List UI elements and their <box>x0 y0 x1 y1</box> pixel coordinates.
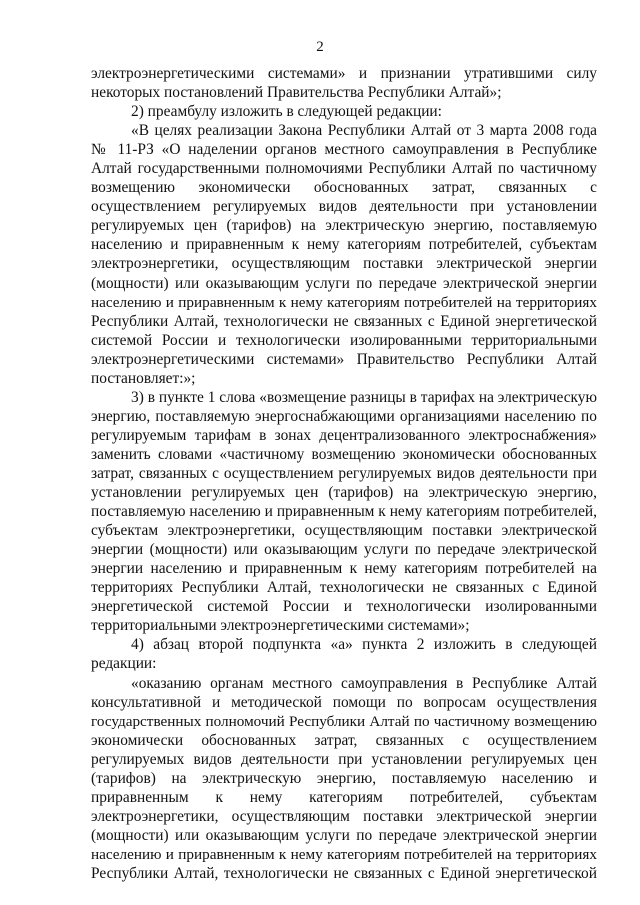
text-line: консультативной и методической помощи по вопросам осуществления <box>91 693 597 711</box>
text-line: электроэнергетики, осуществляющим поставки электрической энергии <box>91 255 597 273</box>
text-line: регулируемых цен (тарифов) на электрическую энергию, поставляемую <box>91 217 597 235</box>
text-line: регулируемым тарифам в зонах децентрализованного электроснабжения» <box>91 426 597 444</box>
text-line: Алтай государственными полномочиями Республики Алтай по частичному <box>91 160 597 178</box>
text-line: «оказанию органам местного самоуправления в Республике Алтай <box>131 674 597 692</box>
text-line: энергии (мощности) или оказывающим услуги по передаче электрической <box>91 541 597 559</box>
text-line: поставляемую населению и приравненным к нему категориям потребителей, <box>91 503 597 521</box>
text-line: редакции: <box>91 655 157 673</box>
text-line: системой России и технологически изолированными территориальными <box>91 331 597 349</box>
text-line: «В целях реализации Закона Республики Алтай от 3 марта 2008 года <box>131 122 597 140</box>
text-line: (мощности) или оказывающим услуги по передаче электрической энергии <box>91 826 597 844</box>
text-line: приравненным к нему категориям потребителей, субъектам <box>91 788 597 806</box>
page-number: 2 <box>316 39 324 55</box>
text-line: № 11-РЗ «О наделении органов местного самоуправления в Республике <box>91 141 597 159</box>
text-line: Республики Алтай, технологически не связанных с Единой энергетической <box>91 312 597 330</box>
document-body <box>91 64 597 883</box>
text-line: энергии населению и приравненным к нему категориям потребителей на <box>91 560 597 578</box>
text-line: некоторых постановлений Правительства Республики Алтай»; <box>91 84 502 102</box>
text-line: энергетической системой России и технологически изолированными <box>91 598 597 616</box>
text-line: субъектам электроэнергетики, осуществляющим поставки электрической <box>91 522 597 540</box>
text-line: электроэнергетическими системами» Правительство Республики Алтай <box>91 350 597 368</box>
text-line: 4) абзац второй подпункта «а» пункта 2 изложить в следующей <box>131 636 597 654</box>
text-line: территориальными электроэнергетическими системами»; <box>91 617 470 635</box>
text-line: установлении регулируемых цен (тарифов) на электрическую энергию, <box>91 484 597 502</box>
text-line: экономически обоснованных затрат, связанных с осуществлением <box>91 731 597 749</box>
text-line: затрат, связанных с осуществлением регулируемых видов деятельности при <box>91 464 597 482</box>
text-line: государственных полномочий Республики Алтай по частичному возмещению <box>91 712 597 730</box>
text-line: (мощности) или оказывающим услуги по передаче электрической энергии <box>91 274 597 292</box>
text-line: 3) в пункте 1 слова «возмещение разницы в тарифах на электрическую <box>131 388 597 406</box>
text-line: территориях Республики Алтай, технологически не связанных с Единой <box>91 579 597 597</box>
text-line: заменить словами «частичному возмещению экономически обоснованных <box>91 445 597 463</box>
text-line: (тарифов) на электрическую энергию, поставляемую населению и <box>91 769 597 787</box>
text-line: населению и приравненным к нему категориям потребителей на территориях <box>91 845 597 863</box>
text-line: электроэнергетическими системами» и признании утратившими силу <box>91 65 597 82</box>
text-line: 2) преамбулу изложить в следующей редакции: <box>131 103 442 121</box>
text-line: осуществлением регулируемых видов деятельности при установлении <box>91 198 597 216</box>
text-line: электроэнергетики, осуществляющим поставки электрической энергии <box>91 807 597 825</box>
text-line: постановляет:»; <box>91 369 196 387</box>
text-line: Республики Алтай, технологически не связанных с Единой энергетической <box>91 864 597 882</box>
text-line: населению и приравненным к нему категориям потребителей на территориях <box>91 293 597 311</box>
text-line: возмещению экономически обоснованных затрат, связанных с <box>91 179 597 197</box>
text-line: энергию, поставляемую энергоснабжающими организациями населению по <box>91 407 597 425</box>
text-line: регулируемых видов деятельности при установлении регулируемых цен <box>91 750 597 768</box>
text-line: населению и приравненным к нему категориям потребителей, субъектам <box>91 236 597 254</box>
